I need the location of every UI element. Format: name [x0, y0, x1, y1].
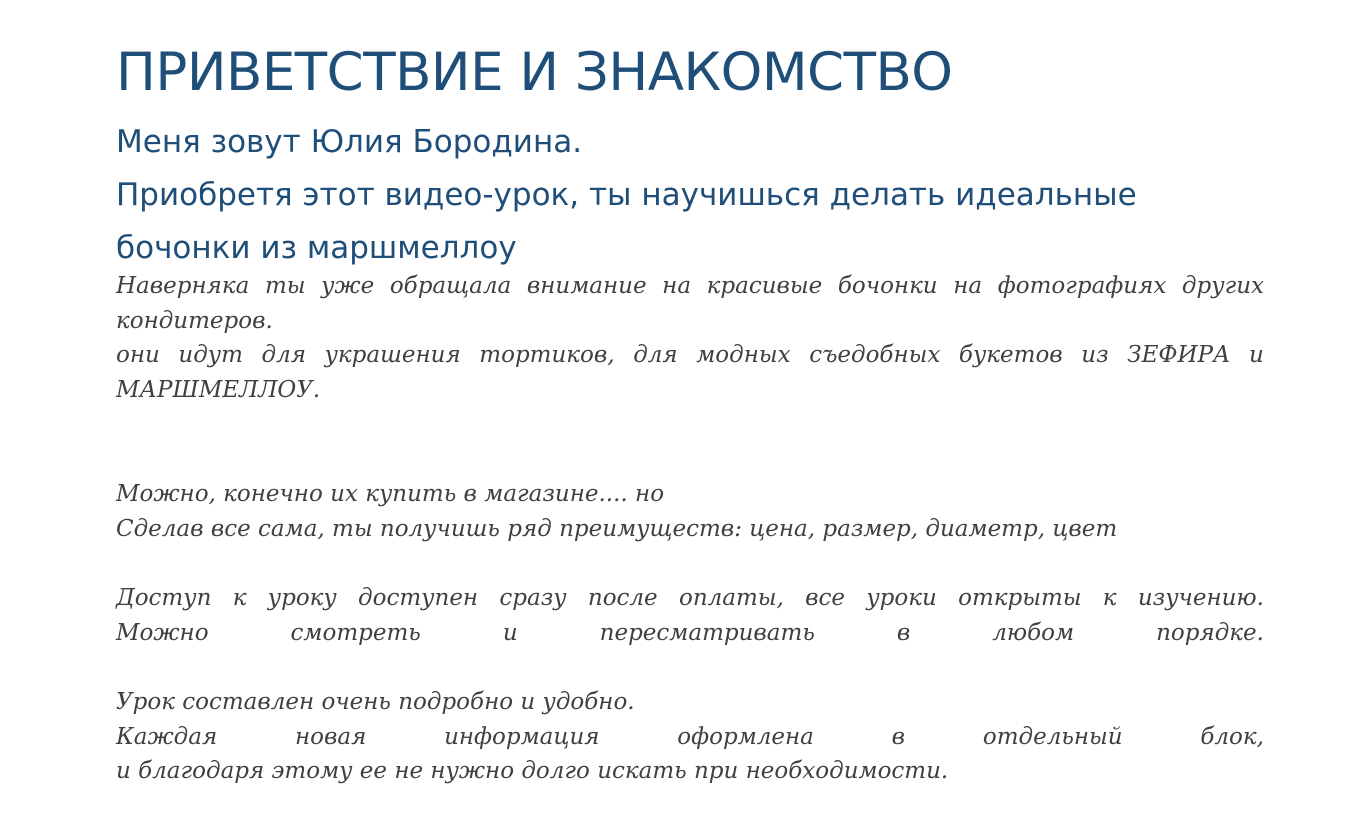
word: идут — [178, 342, 243, 368]
paragraph-line: Можно, конечно их купить в магазине.... но — [116, 481, 665, 507]
word: любом — [992, 619, 1075, 646]
word: блок, — [1200, 723, 1264, 750]
author-intro: Меня зовут Юлия Бородина. — [116, 124, 583, 160]
paragraph-line: МАРШМЕЛЛОУ. — [116, 376, 321, 403]
word: и — [502, 619, 518, 646]
word: внимание — [526, 273, 647, 299]
word: открыты — [958, 585, 1082, 611]
word: изучению. — [1137, 585, 1264, 611]
word: оформлена — [677, 723, 814, 750]
word: других — [1181, 273, 1264, 299]
word: обращала — [389, 273, 512, 299]
word: бочонки — [837, 273, 938, 299]
word: ЗЕФИРА — [1127, 342, 1231, 368]
word: они — [116, 342, 160, 368]
paragraph-intro — [116, 269, 1264, 407]
word: на — [662, 273, 692, 299]
paragraph-line: Урок составлен очень подробно и удобно. — [116, 689, 635, 715]
word: Можно — [116, 619, 209, 646]
word: на — [953, 273, 983, 299]
paragraph-line — [116, 338, 1264, 373]
word: тортиков, — [479, 342, 615, 368]
paragraph-line: Сделав все сама, ты получишь ряд преимуществ: цена, размер, диаметр, цвет — [116, 515, 1118, 542]
word: букетов — [958, 342, 1063, 368]
paragraph-line — [116, 616, 1264, 651]
word: новая — [294, 723, 367, 750]
word: информация — [444, 723, 600, 750]
word: съедобных — [809, 342, 941, 368]
word: Каждая — [116, 723, 218, 750]
word: к — [232, 585, 247, 611]
word: уроки — [866, 585, 937, 611]
word: в — [896, 619, 911, 646]
paragraph-line — [116, 269, 1264, 304]
paragraph-access — [116, 581, 1264, 650]
page-title: ПРИВЕТСТВИЕ И ЗНАКОМСТВО — [116, 42, 953, 103]
word: модных — [696, 342, 791, 368]
word: отдельный — [982, 723, 1123, 750]
paragraph-line — [116, 581, 1264, 616]
word: Доступ — [116, 585, 212, 611]
word: фотографиях — [997, 273, 1167, 299]
word: для — [261, 342, 306, 368]
word: порядке. — [1156, 619, 1264, 646]
paragraph-line: и благодаря этому ее не нужно долго искать при необходимости. — [116, 758, 949, 784]
word: к — [1102, 585, 1117, 611]
word: пересматривать — [599, 619, 815, 646]
word: красивые — [706, 273, 823, 299]
word: смотреть — [290, 619, 421, 646]
course-promise: Приобретя этот видео-урок, ты научишься делать идеальные бочонки из маршмеллоу — [116, 177, 1137, 266]
word: доступен — [358, 585, 479, 611]
word: уже — [321, 273, 375, 299]
paragraph-line: кондитеров. — [116, 307, 273, 334]
word: ты — [264, 273, 306, 299]
paragraph-line — [116, 720, 1264, 755]
word: оплаты, — [678, 585, 784, 611]
word: и — [1249, 342, 1264, 368]
paragraph-structure — [116, 685, 1264, 789]
word: в — [891, 723, 906, 750]
word: из — [1081, 342, 1109, 368]
word: украшения — [324, 342, 461, 368]
word: сразу — [499, 585, 567, 611]
word: для — [633, 342, 678, 368]
word: Наверняка — [116, 273, 250, 299]
word: уроку — [267, 585, 337, 611]
word: все — [805, 585, 846, 611]
word: после — [587, 585, 658, 611]
paragraph-benefits — [116, 477, 1264, 546]
